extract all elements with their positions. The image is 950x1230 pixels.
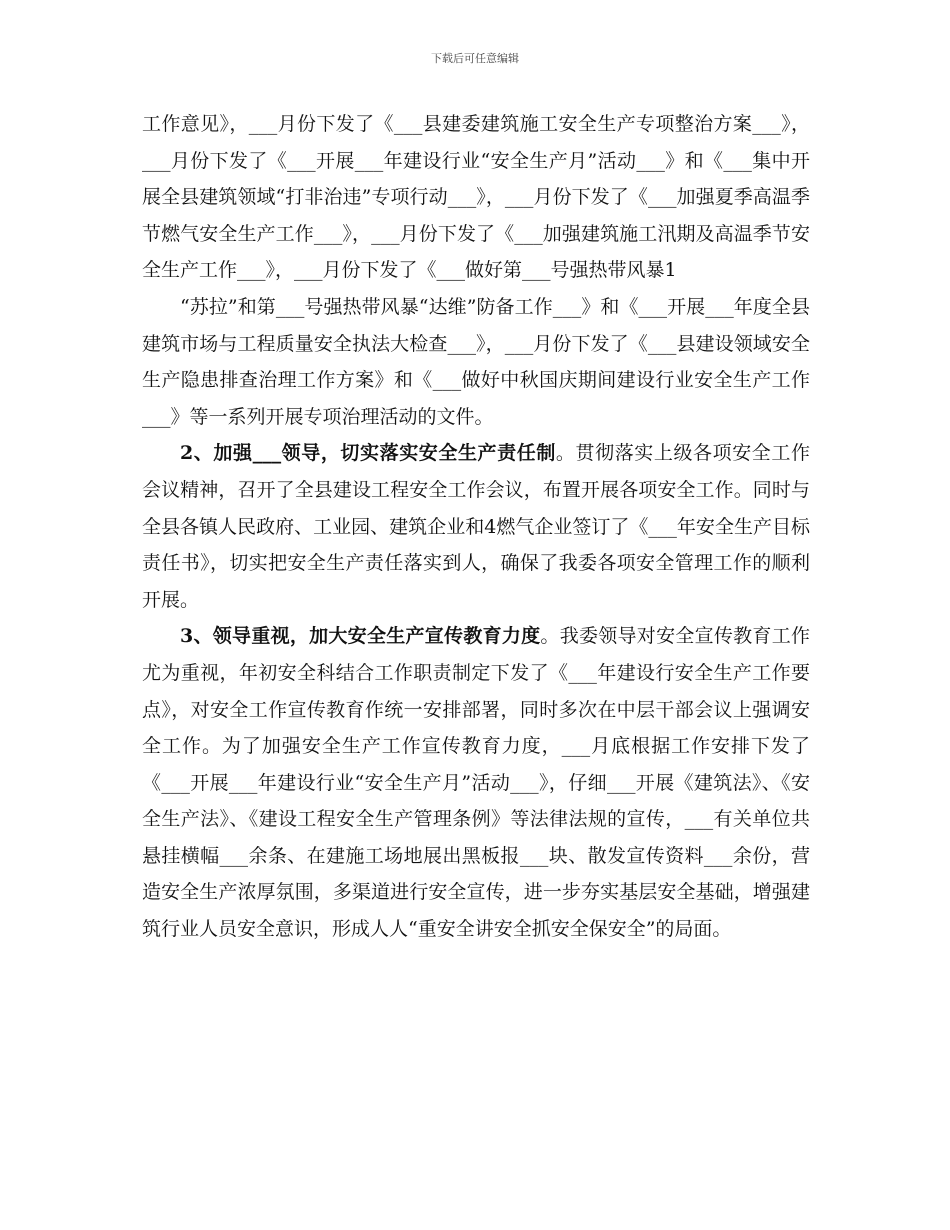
document-body — [142, 106, 810, 948]
paragraph-1: 工作意见》，___月份下发了《___县建委建筑施工安全生产专项整治方案___》，___月份下发了《___开展___年建设行业“安全生产月”活动___》和《___集中开展全县建筑领域“打非治违”专项行动___》，___月份下发了《___加强夏季高温季节燃气安全生产工作___》，___月份下发了《___加强建筑施工汛期及高温季节安全生产工作___》，___月份下发了《___做好第___号强热带风暴1 — [142, 113, 810, 282]
paragraph-2: “苏拉”和第___号强热带风暴“达维”防备工作___》和《___开展___年度全县建筑市场与工程质量安全执法大检查___》，___月份下发了《___县建设领域安全生产隐患排查治理工作方案》和《___做好中秋国庆期间建设行业安全生产工作___》等一系列开展专项治理活动的文件。 — [142, 295, 810, 428]
section-heading-3: 3、领导重视，加大安全生产宣传教育力度 — [180, 625, 541, 648]
page-header: 下载后可任意编辑 — [431, 52, 519, 65]
section-body-2: 。贯彻落实上级各项安全工作会议精神，召开了全县建设工程安全工作会议，布置开展各项安全工作。同时与全县各镇人民政府、工业园、建筑企业和4燃气企业签订了《___年安全生产目标责任书》，切实把安全生产责任落实到人，确保了我委各项安全管理工作的顺利开展。 — [142, 442, 810, 611]
paragraph-4 — [142, 618, 810, 947]
section-body-3: 。我委领导对安全宣传教育工作尤为重视，年初安全科结合工作职责制定下发了《___年建设行安全生产工作要点》，对安全工作宣传教育作统一安排部署，同时多次在中层干部会议上强调安全工作。为了加强安全生产工作宣传教育力度，___月底根据工作安排下发了《___开展___年建设行业“安全生产月”活动___》，仔细___开展《建筑法》、《安全生产法》、《建设工程安全生产管理条例》等法律法规的宣传，___有关单位共悬挂横幅___余条、在建施工场地展出黑板报___块、散发宣传资料___余份，营造安全生产浓厚氛围，多渠道进行安全宣传，进一步夯实基层安全基础，增强建筑行业人员安全意识，形成人人“重安全讲安全抓安全保安全”的局面。 — [142, 625, 810, 941]
section-heading-2: 2、加强___领导，切实落实安全生产责任制 — [180, 442, 556, 465]
paragraph-3 — [142, 435, 810, 618]
